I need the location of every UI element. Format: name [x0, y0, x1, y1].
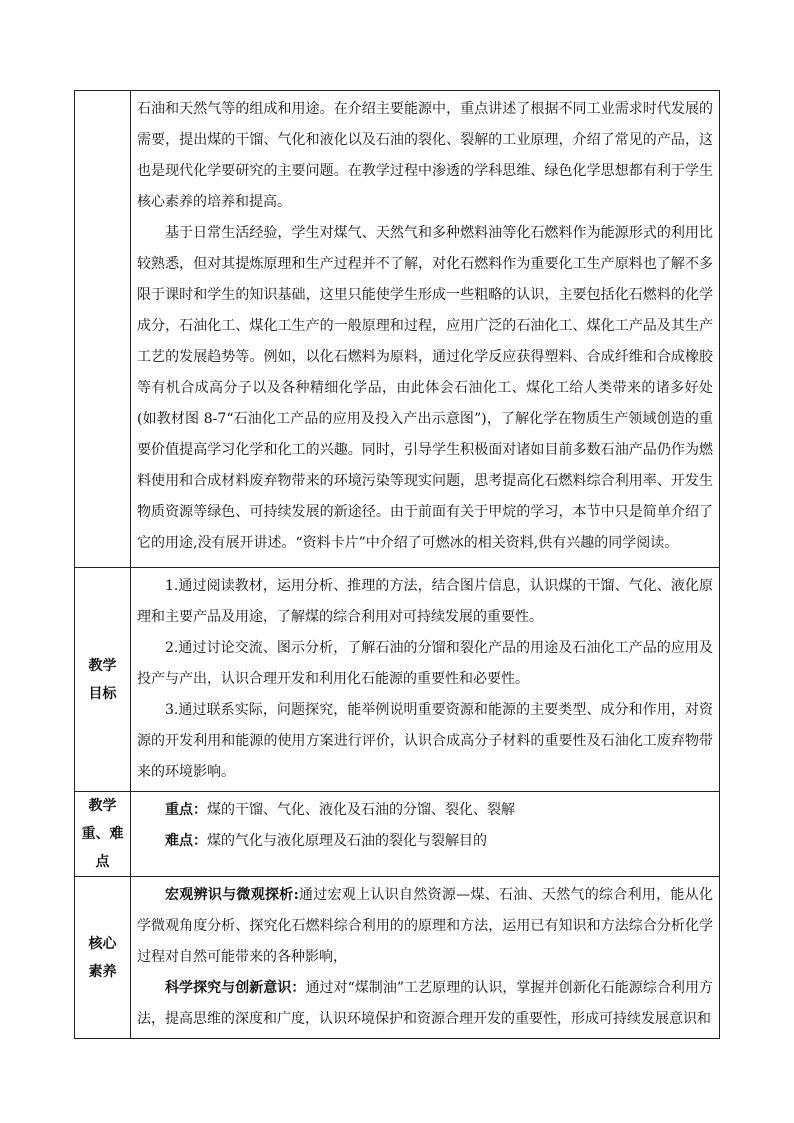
table-row-core-competencies: [75, 877, 720, 1039]
keypoints-label-line1: 教学: [88, 798, 117, 814]
key-point-label: 重点：: [165, 802, 207, 818]
objective-2: 2.通过讨论交流、图示分析，了解石油的分馏和裂化产品的用途及石油化工产品的应用及投产与产出，认识合理开发和利用化石能源的重要性和必要性。: [137, 640, 713, 687]
difficulty-line: [137, 826, 713, 857]
lesson-plan-page: [74, 90, 720, 1039]
competency-1: [137, 880, 713, 973]
row-label-empty: [75, 91, 131, 568]
objective-1: 1.通过阅读教材，运用分析、推理的方法，结合图片信息，认识煤的干馏、气化、液化原理和主要产品及用途，了解煤的综合利用对可持续发展的重要性。: [137, 578, 713, 625]
competency-1-label: 宏观辨识与微观探析:: [165, 887, 299, 903]
core-label-line1: 核心: [88, 935, 117, 952]
core-label-line2: 素养: [88, 963, 117, 980]
row-label-core-competencies: [75, 877, 131, 1039]
competency-2: [137, 973, 713, 1035]
objective-3: 3.通过联系实际，问题探究，能举例说明重要资源和能源的主要类型、成分和作用，对资源的开发利用和能源的使用方案进行评价，认识合成高分子材料的重要性及石油化工废弃物带来的环境影响。: [137, 702, 713, 780]
table-row-background: [75, 91, 720, 568]
table-row-key-points: [75, 792, 720, 877]
keypoints-label-line2: 重、难: [81, 826, 124, 842]
core-competencies-content: [131, 877, 720, 1039]
objectives-label-line2: 目标: [88, 685, 117, 702]
difficulty-text: 煤的气化与液化原理及石油的裂化与裂解目的: [207, 833, 487, 849]
objectives-content: [131, 568, 720, 792]
keypoints-label-line3: 点: [95, 854, 110, 870]
competency-2-label: 科学探究与创新意识：: [165, 980, 306, 996]
key-point-text: 煤的干馏、气化、液化及石油的分馏、裂化、裂解: [207, 802, 515, 818]
competency-2-text: 通过对“煤制油”工艺原理的认识，掌握并创新化石能源综合利用方法，提高思维的深度和广度，认识环境保护和资源合理开发的重要性，形成可持续发展意识和: [137, 980, 713, 1027]
background-content: [131, 91, 720, 568]
key-points-content: [131, 792, 720, 877]
difficulty-label: 难点：: [165, 833, 207, 849]
background-paragraph-2: 基于日常生活经验，学生对煤气、天然气和多种燃料油等化石燃料作为能源形式的利用比较熟悉，但对其提炼原理和生产过程并不了解，对化石燃料作为重要化工生产原料也了解不多限于课时和学生的知识基础，这里只能使学生形成一些粗略的认识，主要包括化石燃料的化学成分，石油化工、煤化工生产的一般原理和过程，应用广泛的石油化工、煤化工产品及其生产工艺的发展趋势等。例如，以化石燃料为原料，通过化学反应获得塑料、合成纤维和合成橡胶等有机合成高分子以及各种精细化学品，由此体会石油化工、煤化工给人类带来的诸多好处(如教材图 8-7“石油化工产品的应用及投入产出示意图”)，了解化学在物质生产领域创造的重要价值提高学习化学和化工的兴趣。同时，引导学生积极面对诸如目前多数石油产品仍作为燃料使用和合成材料废弃物带来的环境污染等现实问题，思考提高化石燃料综合利用率、开发生物质资源等绿色、可持续发展的新途径。由于前面有关于甲烷的学习，本节中只是简单介绍了它的用途,没有展开讲述。“资料卡片”中介绍了可燃冰的相关资料,供有兴趣的同学阅读。: [137, 225, 713, 551]
objectives-label-line1: 教学: [88, 657, 117, 674]
row-label-objectives: [75, 568, 131, 792]
background-paragraph-1: 石油和天然气等的组成和用途。在介绍主要能源中，重点讲述了根据不同工业需求时代发展的需要，提出煤的干馏、气化和液化以及石油的裂化、裂解的工业原理，介绍了常见的产品，这也是现代化学要研究的主要问题。在教学过程中渗透的学科思维、绿色化学思想都有利于学生核心素养的培养和提高。: [137, 101, 713, 210]
lesson-plan-table: [74, 90, 720, 1039]
competency-1-text: 通过宏观上认识自然资源—煤、石油、天然气的综合利用，能从化学微观角度分析、探究化石燃料综合利用的的原理和方法，运用已有知识和方法综合分析化学过程对自然可能带来的各种影响，: [137, 887, 713, 965]
table-row-objectives: [75, 568, 720, 792]
key-point-line: [137, 795, 713, 826]
row-label-key-points: [75, 792, 131, 877]
